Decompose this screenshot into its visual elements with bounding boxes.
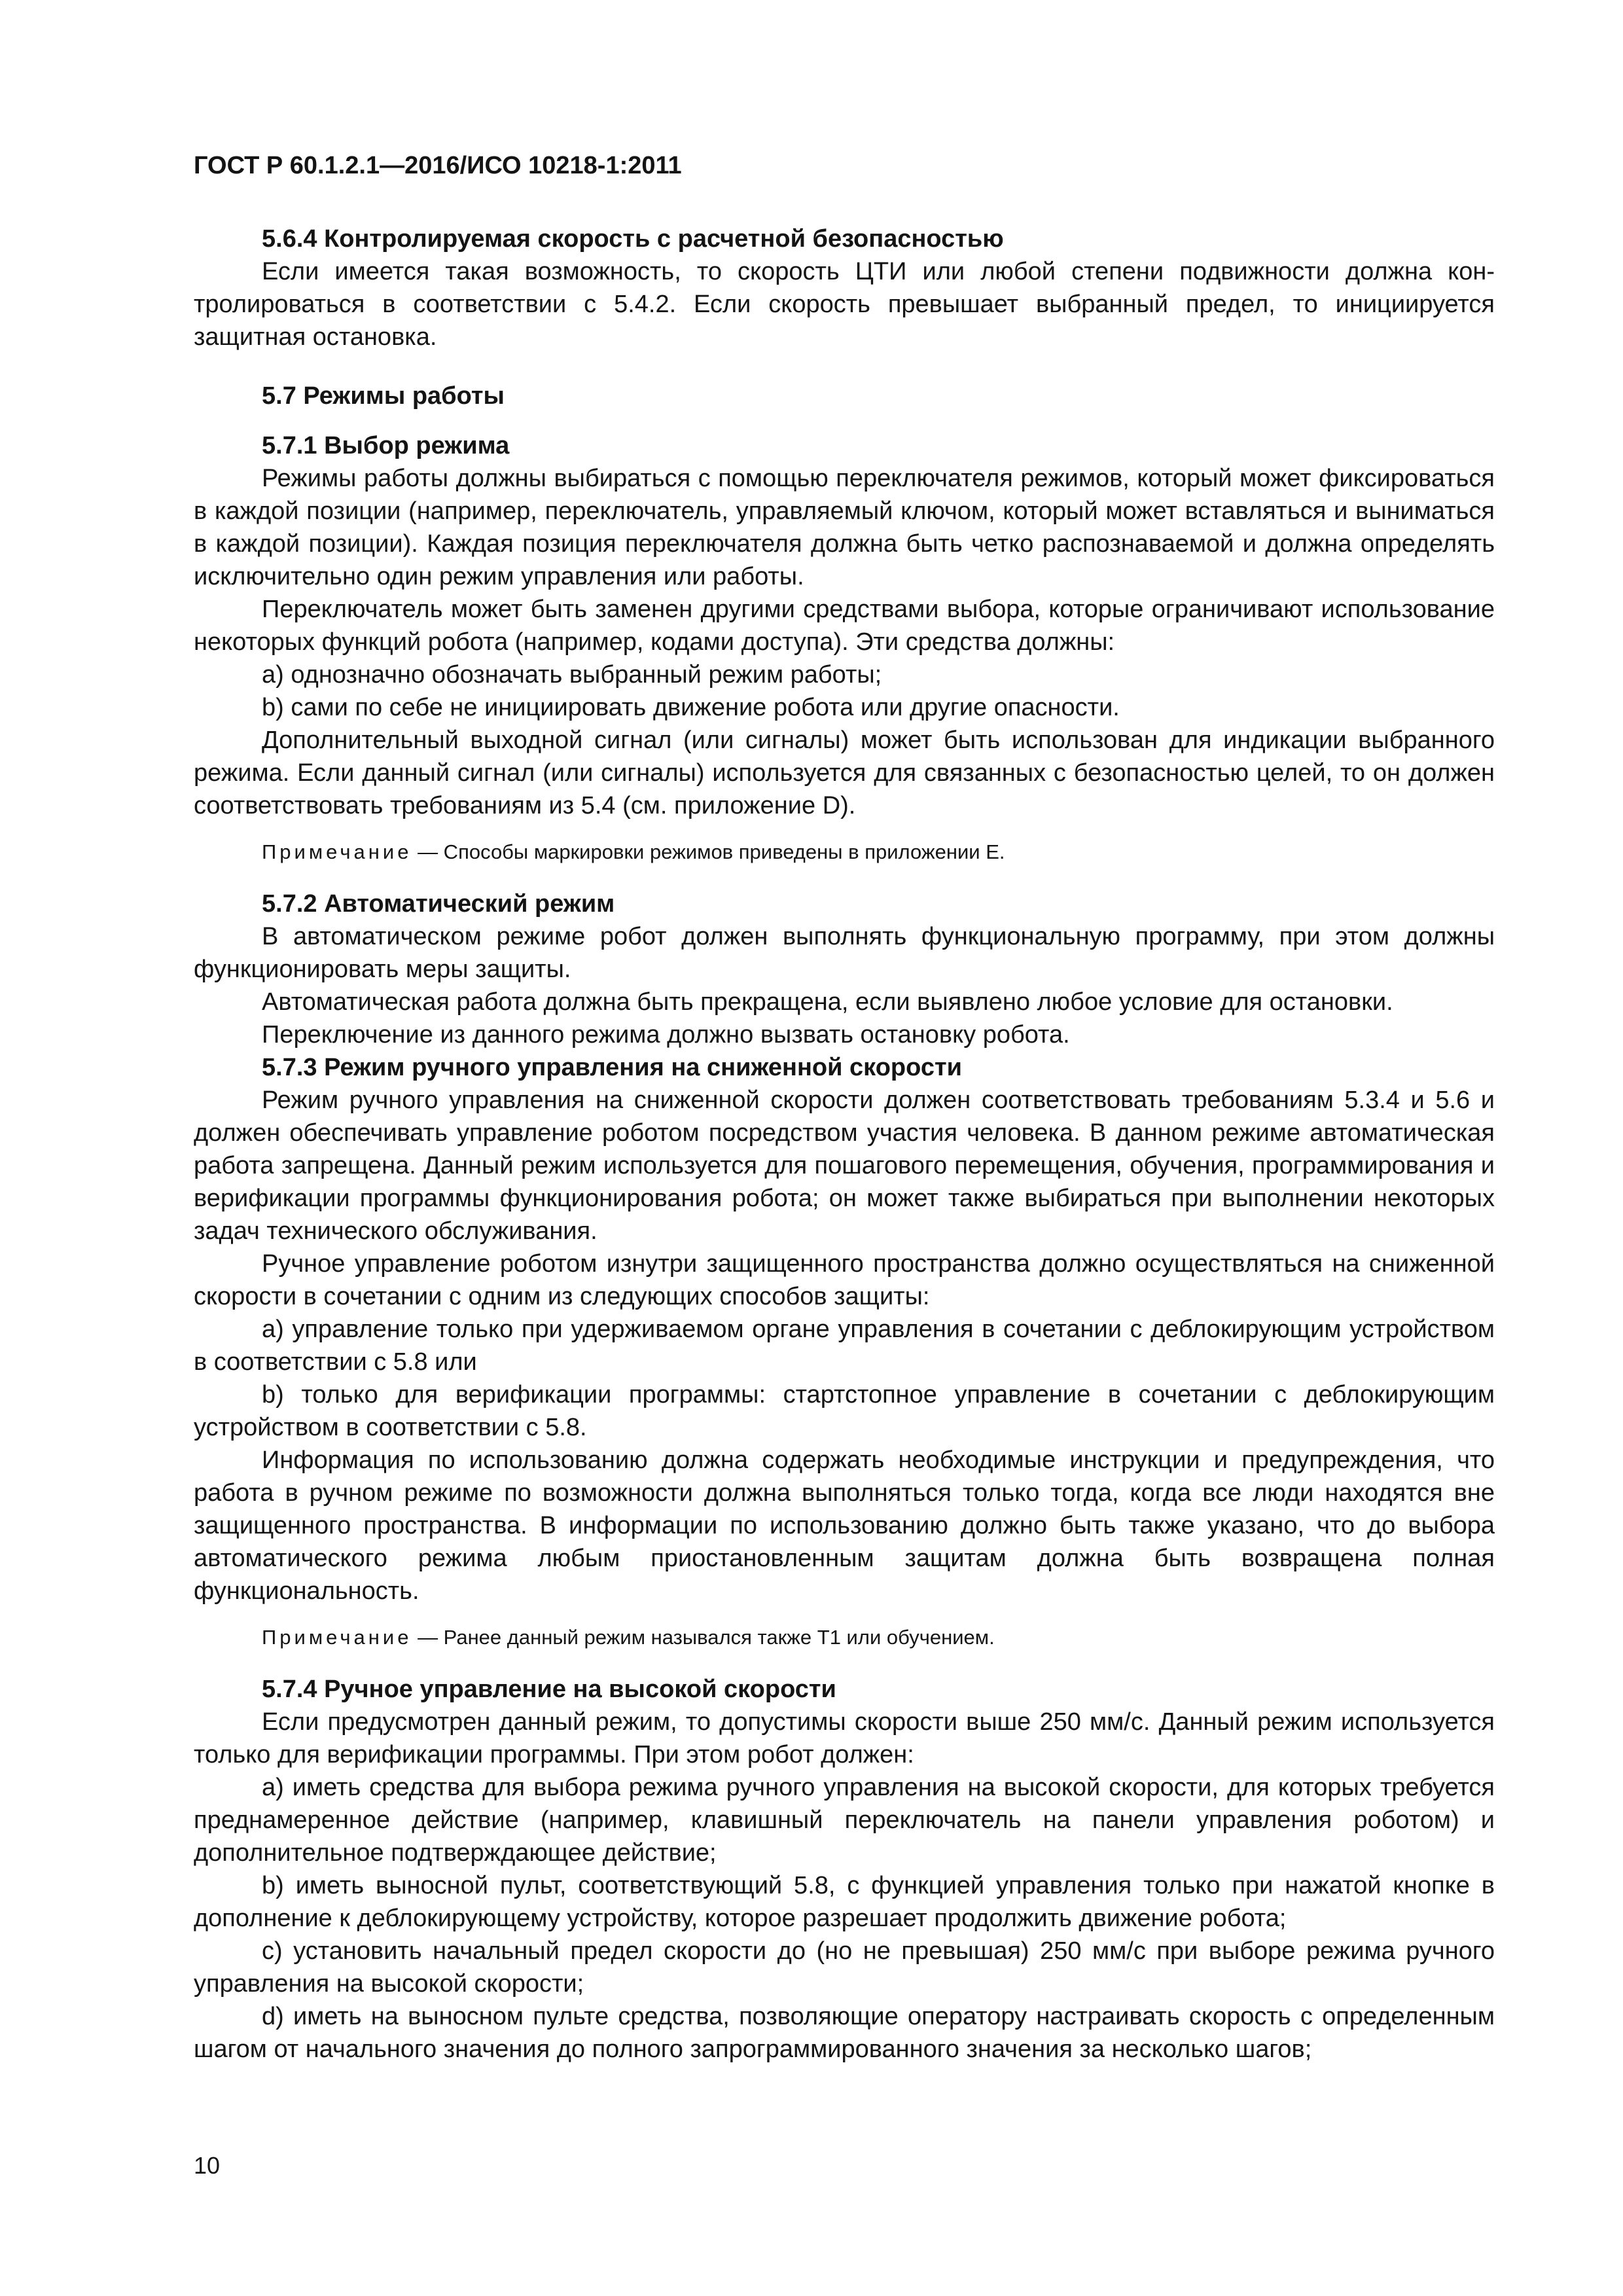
paragraph: Автоматическая работа должна быть прекращена, если выявлено любое условие для остановки. xyxy=(262,988,1393,1016)
paragraph: Информация по использованию должна содержать необходимые инструкции и предупреждения, что работа в ручном режиме по возможности должна выполняться только тогда, когда все люди находятся вне защищенного пространства. В информации по использованию должно быть также указано, что до выбора автоматического режима любым приостановленным защитам должна быть возвращена полная функциональность. xyxy=(194,1446,1495,1605)
standard-header: ГОСТ Р 60.1.2.1—2016/ИСО 10218-1:2011 xyxy=(194,152,682,179)
paragraph: Режим ручного управления на сниженной скорости должен соответствовать требованиям 5.3.4 и 5.6 и должен обеспечивать управление роботом посредством участия человека. В данном режиме автоматическая работа запрещена. Данный режим используется для пошагового перемещения, обучения, программирования и верификации программы функционирования робота; он может также выбираться при выполнении некоторых задач технического обслуживания. xyxy=(194,1086,1495,1245)
section-heading: 5.7.2 Автоматический режим xyxy=(262,890,615,918)
paragraph: Если предусмотрен данный режим, то допустимы скорости выше 250 мм/с. Данный режим используется только для верификации программы. При этом робот должен: xyxy=(194,1708,1495,1768)
note xyxy=(194,838,1495,867)
section-5-7 xyxy=(194,380,1495,412)
section-heading: 5.7.1 Выбор режима xyxy=(262,432,510,459)
paragraph: Режимы работы должны выбираться с помощью переключателя режимов, который может фиксироваться в каждой позиции (например, переключатель, управляемый ключом, который может вставляться и выниматься в каждой позиции). Каждая позиция переключателя должна быть четко распознаваемой и должна определять исключительно один режим управления или работы. xyxy=(194,465,1495,590)
list-item: c) установить начальный предел скорости до (но не превышая) 250 мм/с при выборе режима ручного управления на высокой скорости; xyxy=(194,1937,1495,1998)
paragraph: Если имеется такая возможность, то скорость ЦТИ или любой степени подвижности должна контролироваться в соответствии с 5.4.2. Если скорость превышает выбранный предел, то инициируется защитная остановка. xyxy=(194,258,1495,351)
paragraph: Дополнительный выходной сигнал (или сигналы) может быть использован для индикации выбранного режима. Если данный сигнал (или сигналы) используется для связанных с безопасностью целей, то он должен соответствовать требованиям из 5.4 (см. приложение D). xyxy=(194,726,1495,819)
list-item: a) управление только при удерживаемом органе управления в сочетании с деблокирующим устройством в соответствии с 5.8 или xyxy=(194,1316,1495,1376)
section-heading: 5.6.4 Контролируемая скорость с расчетной безопасностью xyxy=(262,225,1004,253)
section-5-6-4 xyxy=(194,223,1495,353)
section-5-7-4 xyxy=(194,1673,1495,2066)
section-5-7-3 xyxy=(194,1051,1495,1652)
note-label: Примечание xyxy=(262,1626,412,1649)
section-5-7-1 xyxy=(194,429,1495,867)
paragraph: В автоматическом режиме робот должен выполнять функциональную программу, при этом должны функционировать меры защиты. xyxy=(194,923,1495,983)
list-item: b) только для верификации программы: стартстопное управление в сочетании с деблокирующим устройством в соответствии с 5.8. xyxy=(194,1381,1495,1441)
note-text: — Способы маркировки режимов приведены в приложении Е. xyxy=(418,840,1005,863)
list-item: b) сами по себе не инициировать движение робота или другие опасности. xyxy=(262,694,1120,721)
section-heading: 5.7.4 Ручное управление на высокой скорости xyxy=(262,1676,836,1703)
paragraph: Ручное управление роботом изнутри защищенного пространства должно осуществляться на сниженной скорости в сочетании с одним из следующих способов защиты: xyxy=(194,1250,1495,1310)
section-heading: 5.7 Режимы работы xyxy=(262,382,505,410)
section-heading: 5.7.3 Режим ручного управления на сниженной скорости xyxy=(262,1054,962,1081)
note-label: Примечание xyxy=(262,840,412,863)
note-text: — Ранее данный режим назывался также Т1 или обучением. xyxy=(418,1626,995,1649)
paragraph: Переключение из данного режима должно вызвать остановку робота. xyxy=(262,1021,1070,1049)
section-5-7-2 xyxy=(194,888,1495,1051)
page-number: 10 xyxy=(194,2152,221,2179)
paragraph: Переключатель может быть заменен другими средствами выбора, которые ограничивают использование некоторых функций робота (например, кодами доступа). Эти средства должны: xyxy=(194,596,1495,656)
list-item: a) иметь средства для выбора режима ручного управления на высокой скорости, для которых требуется преднамеренное действие (например, клавишный переключатель на панели управления роботом) и дополнительное подтверждающее действие; xyxy=(194,1774,1495,1867)
list-item: b) иметь выносной пульт, соответствующий 5.8, с функцией управления только при нажатой кнопке в дополнение к деблокирующему устройству, которое разрешает продолжить движение робота; xyxy=(194,1872,1495,1932)
list-item: a) однозначно обозначать выбранный режим работы; xyxy=(262,661,882,689)
list-item: d) иметь на выносном пульте средства, позволяющие оператору настраивать скорость с определенным шагом от начального значения до полного запрограммированного значения за несколько шагов; xyxy=(194,2003,1495,2063)
note xyxy=(194,1623,1495,1652)
document-page xyxy=(194,149,1495,2066)
